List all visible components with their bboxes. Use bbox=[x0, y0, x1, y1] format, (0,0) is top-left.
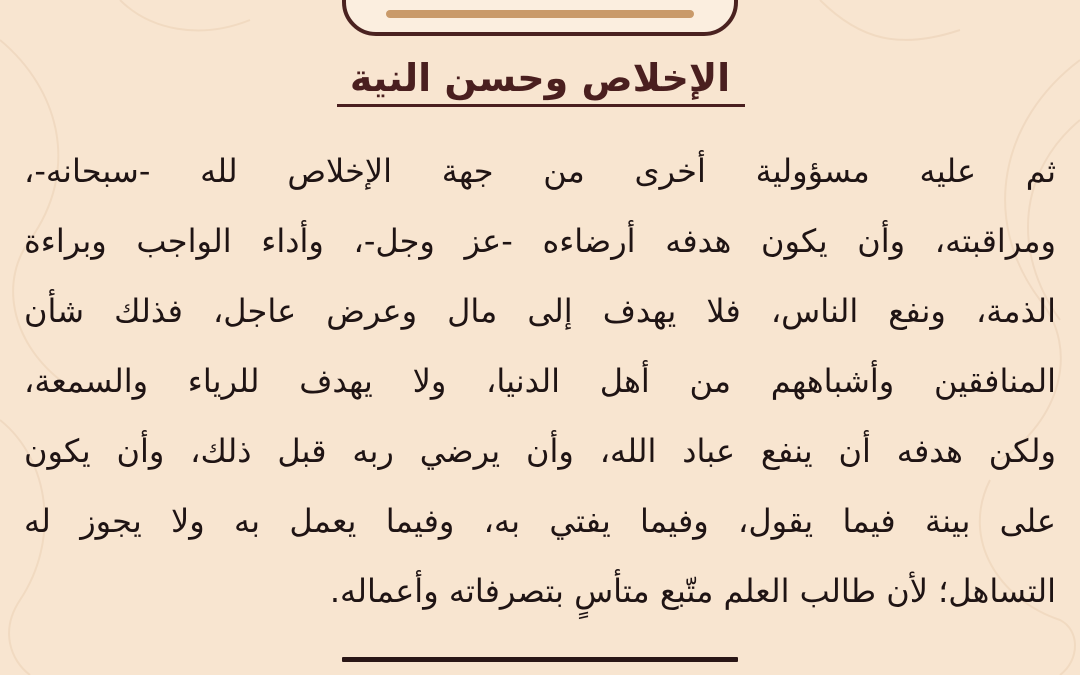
paragraph-line-7: التساهل؛ لأن طالب العلم متّبع متأسٍ بتصرفاته وأعماله. bbox=[329, 572, 1056, 610]
title-underline bbox=[337, 104, 745, 107]
paragraph-line-5: ولكن هدفه أن ينفع عباد الله، وأن يرضي ربه قبل ذلك، وأن يكون bbox=[24, 432, 1056, 470]
bottom-divider bbox=[342, 657, 738, 662]
paragraph-line-2: ومراقبته، وأن يكون هدفه أرضاءه -عز وجل-، وأداء الواجب وبراءة bbox=[24, 222, 1056, 260]
top-ribbon-badge bbox=[342, 0, 738, 36]
body-paragraph bbox=[24, 136, 1056, 626]
paragraph-line-1: ثم عليه مسؤولية أخرى من جهة الإخلاص لله -سبحانه-، bbox=[24, 152, 1056, 190]
paragraph-line-4: المنافقين وأشباههم من أهل الدنيا، ولا يهدف للرياء والسمعة، bbox=[24, 362, 1056, 400]
paragraph-line-3: الذمة، ونفع الناس، فلا يهدف إلى مال وعرض عاجل، فذلك شأن bbox=[24, 292, 1056, 330]
section-title: الإخلاص وحسن النية bbox=[349, 56, 731, 100]
paragraph-line-6: على بينة فيما يقول، وفيما يفتي به، وفيما يعمل به ولا يجوز له bbox=[24, 502, 1056, 540]
badge-decoration bbox=[386, 10, 694, 18]
